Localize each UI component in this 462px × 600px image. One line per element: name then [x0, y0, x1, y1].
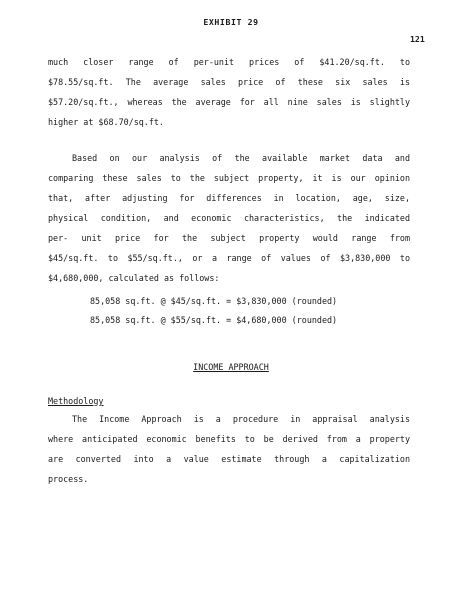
calculation-line: 85,058 sq.ft. @ $45/sq.ft. = $3,830,000 (rounded) [90, 296, 338, 306]
subheading: Methodology [48, 396, 104, 406]
text-line: process. [48, 474, 89, 484]
text-line: higher at $68.70/sq.ft. [48, 117, 164, 127]
page-number: 121 [410, 34, 425, 44]
text-line: are converted into a value estimate through a capitalization [48, 454, 410, 464]
section-heading: INCOME APPROACH [193, 362, 269, 372]
text-line: $57.20/sq.ft., whereas the average for all nine sales is slightly [48, 97, 410, 107]
calculation-line: 85,058 sq.ft. @ $55/sq.ft. = $4,680,000 (rounded) [90, 315, 338, 325]
text-line: The Income Approach is a procedure in appraisal analysis [72, 414, 410, 424]
text-line: $4,680,000, calculated as follows: [48, 273, 220, 283]
text-line: where anticipated economic benefits to be derived from a property [48, 434, 410, 444]
text-line: physical condition, and economic characteristics, the indicated [48, 213, 410, 223]
text-line: per- unit price for the subject property would range from [48, 233, 410, 243]
text-line: comparing these sales to the subject property, it is our opinion [48, 173, 410, 183]
text-line: that, after adjusting for differences in location, age, size, [48, 193, 410, 203]
text-line: $45/sq.ft. to $55/sq.ft., or a range of values of $3,830,000 to [48, 253, 410, 263]
text-line: $78.55/sq.ft. The average sales price of these six sales is [48, 77, 410, 87]
text-line: much closer range of per-unit prices of $41.20/sq.ft. to [48, 57, 410, 67]
exhibit-title: EXHIBIT 29 [203, 17, 259, 27]
text-line: Based on our analysis of the available market data and [72, 153, 410, 163]
